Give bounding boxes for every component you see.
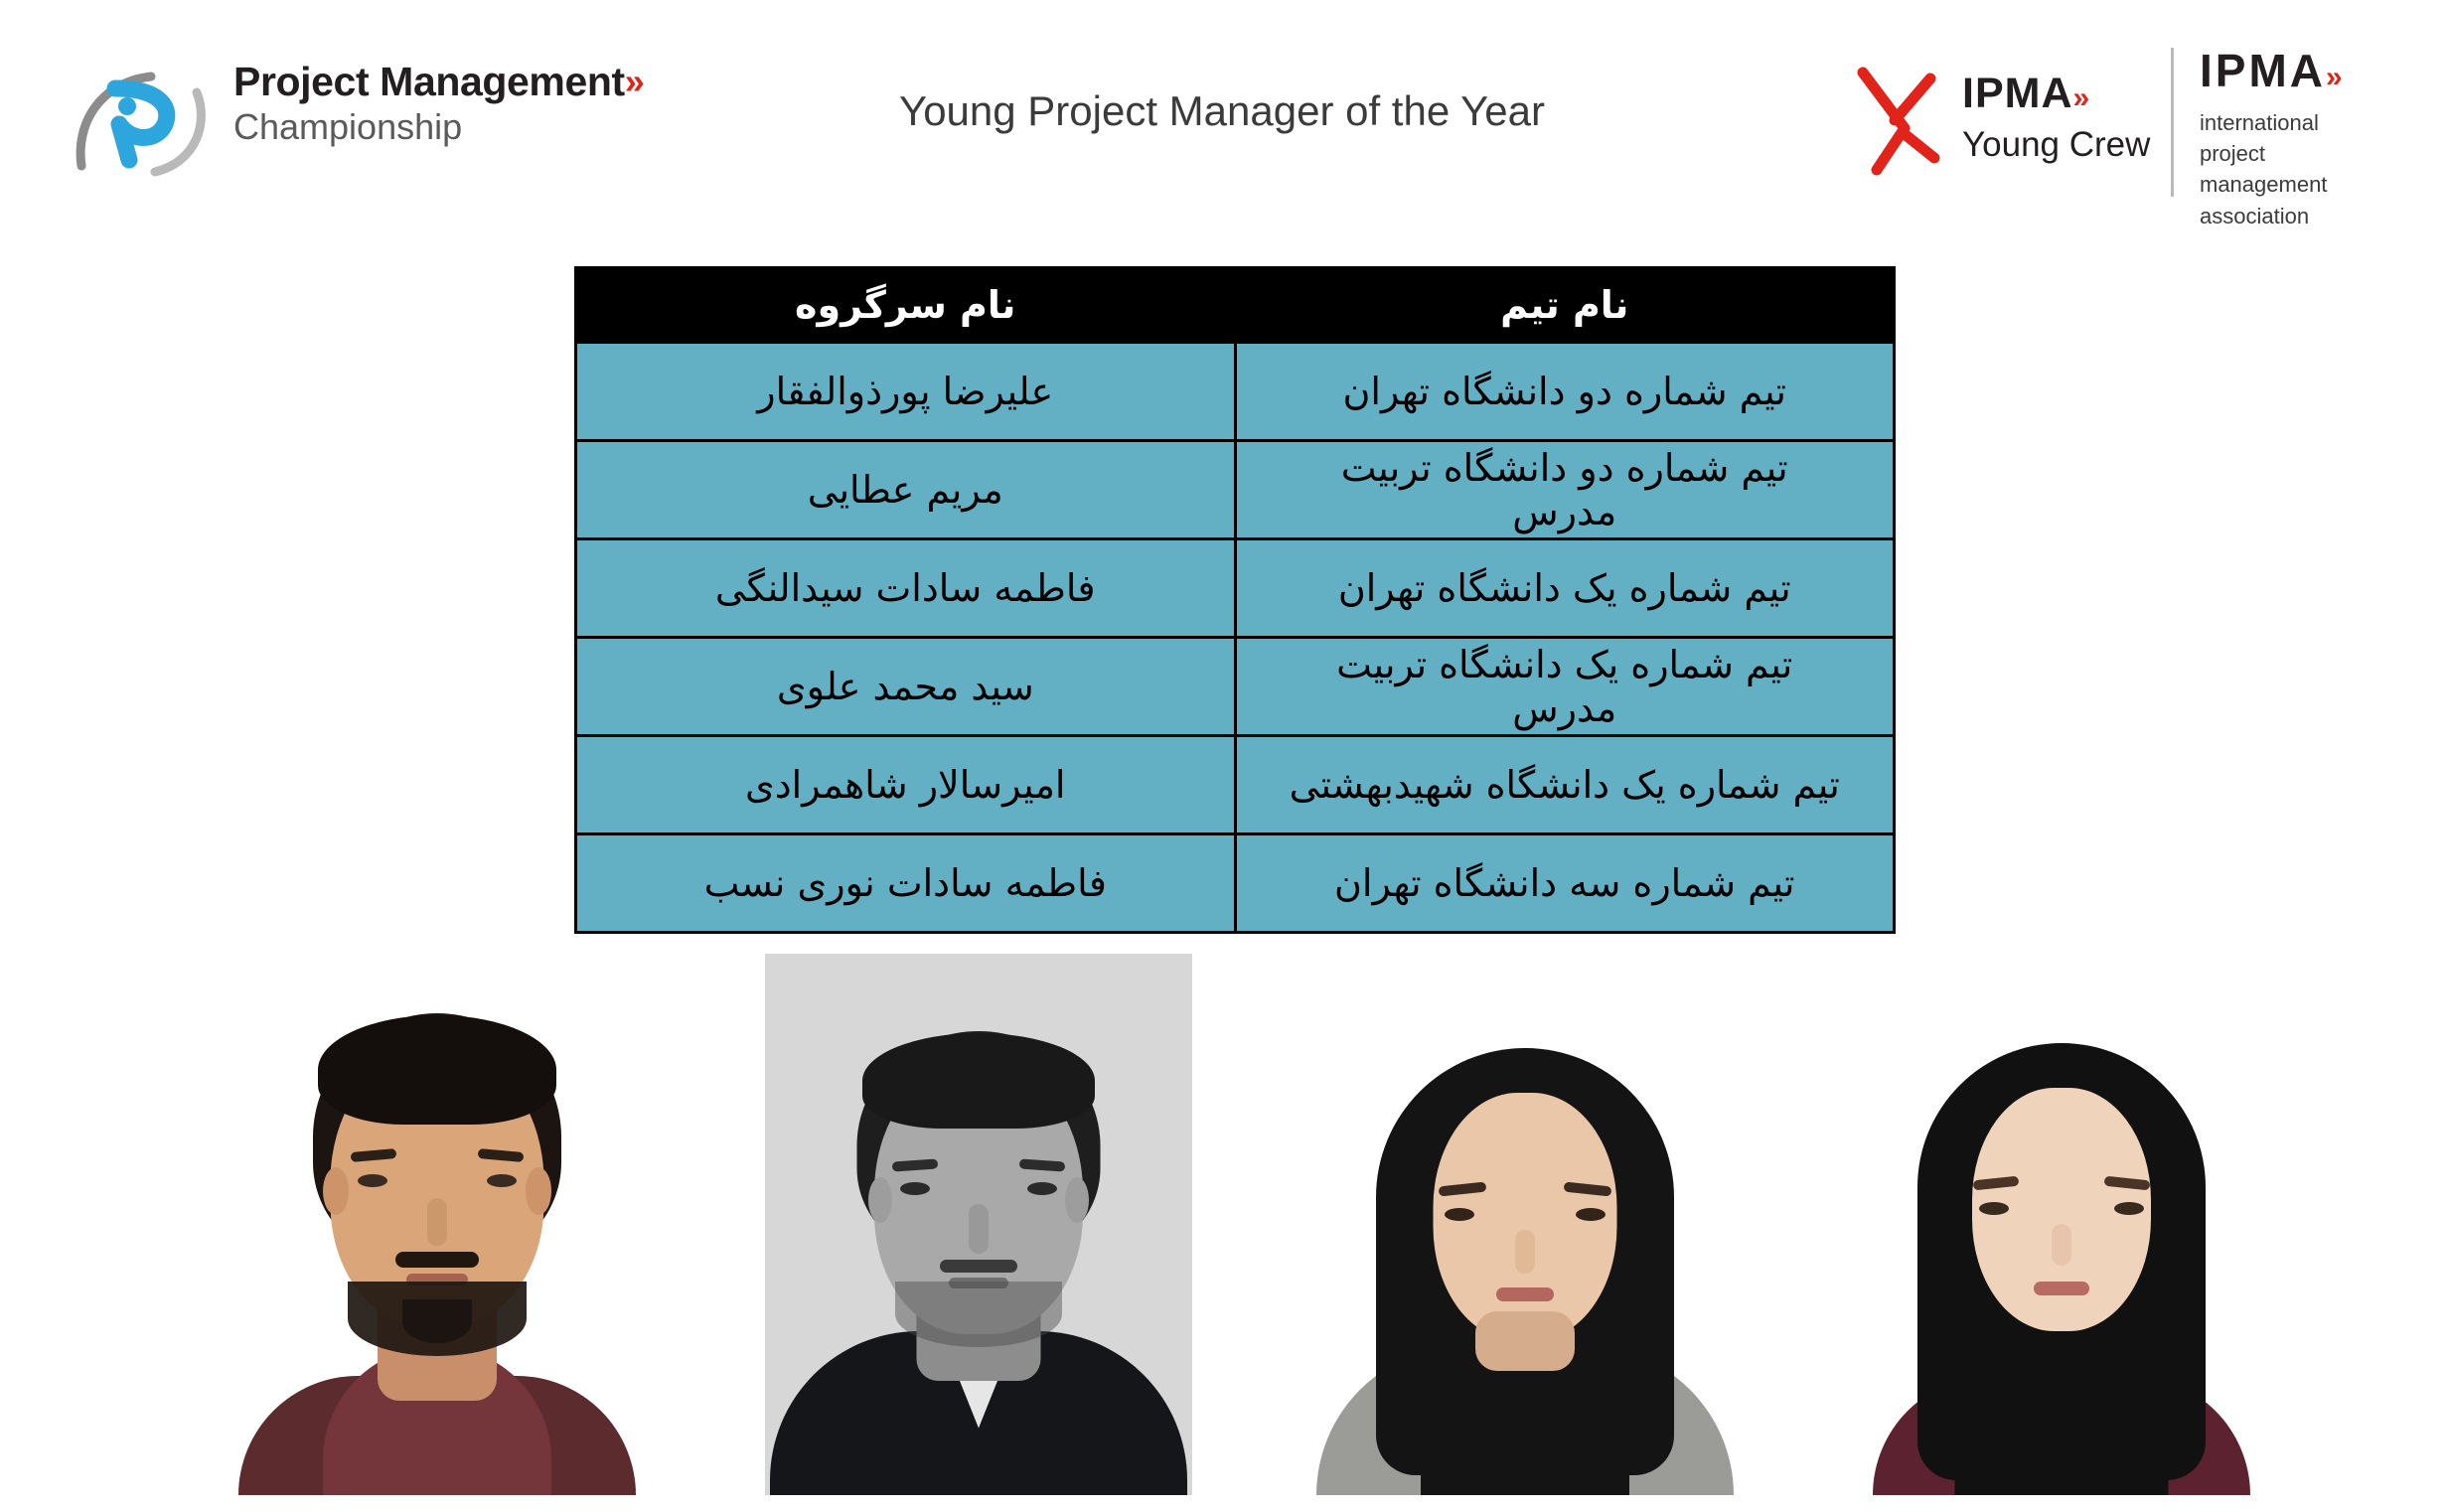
ipma-tagline-line: management [2200,172,2328,198]
teams-table-body [576,343,1895,933]
cell-leader-name: علیرضا پورذوالفقار [576,343,1236,441]
cell-team-name: تیم شماره دو دانشگاه تربیت مدرس [1235,441,1895,539]
cell-leader-name: سید محمد علوی [576,638,1236,736]
cell-leader-name: مریم عطایی [576,441,1236,539]
cell-leader-name: فاطمه سادات سیدالنگی [576,539,1236,638]
cell-team-name: تیم شماره سه دانشگاه تهران [1235,834,1895,933]
portrait-4 [1848,954,2275,1495]
teams-table-head [576,268,1895,343]
cell-leader-name: امیرسالار شاهمرادی [576,736,1236,834]
young-crew-mark-icon [1843,63,1952,180]
ipma-tagline-line: project [2200,141,2266,167]
young-crew-ipma-text: IPMA» [1962,70,2091,117]
ipma-young-crew-logo [1843,55,2171,189]
pmc-chevron-icon: » [624,61,645,101]
cell-team-name: تیم شماره یک دانشگاه تهران [1235,539,1895,638]
ipma-wordmark: IPMA» [2200,45,2346,96]
ipma-association-logo [2171,45,2448,228]
pmc-logo-title: Project Management» [233,59,645,104]
teams-table-container [574,266,1896,934]
table-header-row [576,268,1895,343]
column-header-team-name: نام تیم [1235,268,1895,343]
table-row [576,343,1895,441]
table-row [576,441,1895,539]
portrait-gallery [0,954,2448,1510]
ipma-tagline [2200,107,2448,231]
teams-table [574,266,1896,934]
pmc-logo-subtitle: Championship [233,106,463,148]
portrait-2 [765,954,1192,1495]
cell-team-name: تیم شماره یک دانشگاه تربیت مدرس [1235,638,1895,736]
young-crew-subtitle: Young Crew [1962,125,2151,164]
pmc-mark-icon [70,63,219,182]
cell-team-name: تیم شماره یک دانشگاه شهیدبهشتی [1235,736,1895,834]
table-row [576,539,1895,638]
column-header-leader-name: نام سرگروه [576,268,1236,343]
table-row [576,834,1895,933]
page-title: Young Project Manager of the Year [899,87,1545,134]
ipma-tagline-line: association [2200,203,2310,228]
cell-team-name: تیم شماره دو دانشگاه تهران [1235,343,1895,441]
project-management-championship-logo [70,55,645,184]
table-row [576,638,1895,736]
portrait-3 [1311,954,1739,1495]
slide-header [0,0,2448,238]
table-row [576,736,1895,834]
ipma-tagline-line: international [2200,110,2319,135]
cell-leader-name: فاطمه سادات نوری نسب [576,834,1236,933]
portrait-1 [224,954,651,1495]
